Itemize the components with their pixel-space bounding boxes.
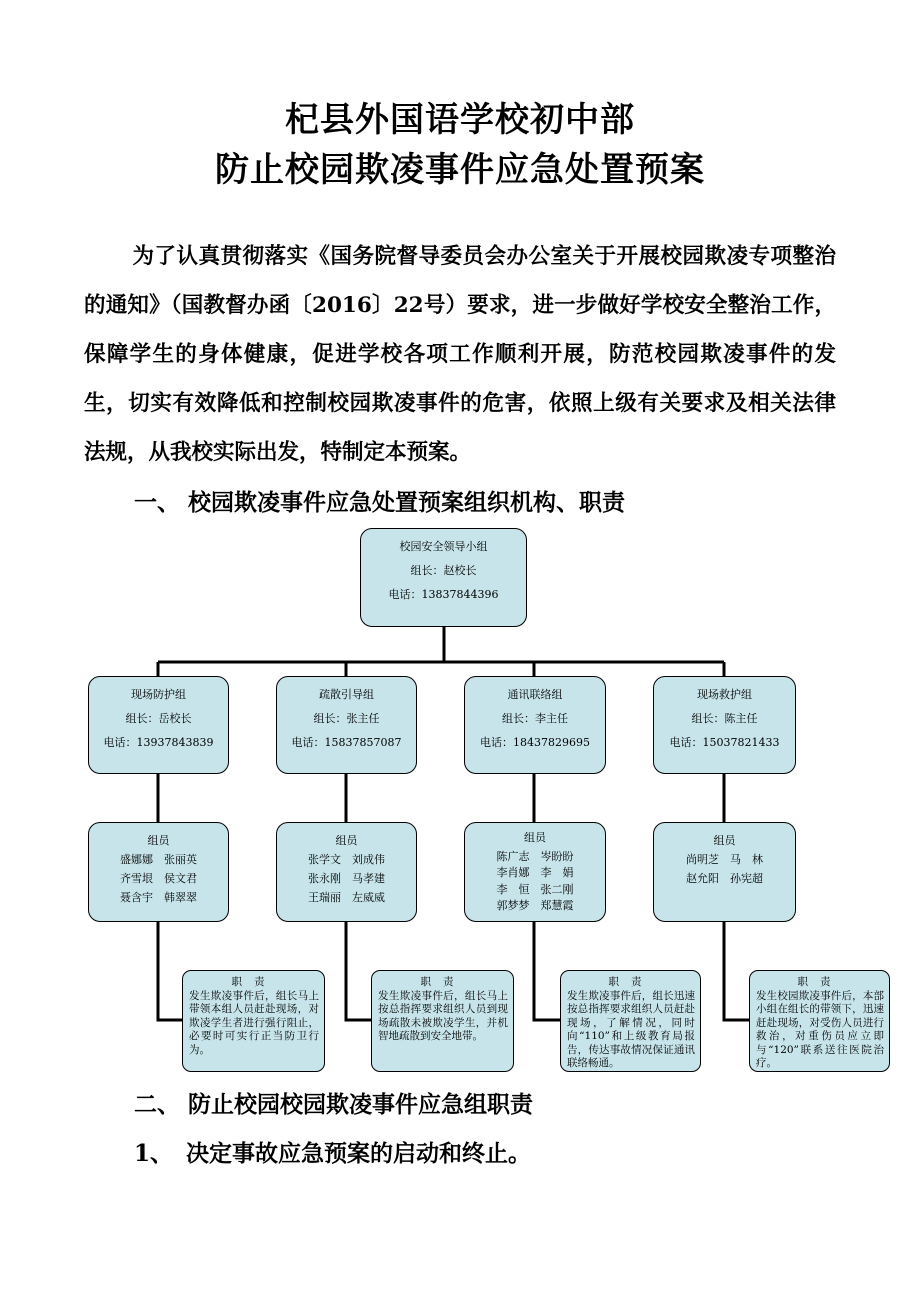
members-box-1 [88, 822, 229, 922]
duty-box-2 [371, 970, 514, 1072]
duty-box-3 [560, 970, 701, 1072]
group-box-2 [276, 676, 417, 774]
member-row: 李肖娜 李 娟 [496, 866, 574, 879]
duty-title: 职责 [608, 976, 654, 988]
section2-heading: 二、 防止校园校园欺凌事件应急组职责 [134, 1091, 534, 1118]
members-title: 组员 [335, 834, 358, 847]
document-title-line2: 防止校园欺凌事件应急处置预案 [215, 150, 705, 190]
duty-title: 职责 [420, 976, 466, 988]
group-phone: 电话：15037821433 [669, 736, 780, 749]
document-title-line1: 杞县外国语学校初中部 [285, 100, 635, 140]
member-row: 王瑞丽 左威威 [308, 891, 385, 904]
group-leader: 组长：陈主任 [691, 712, 758, 725]
leadership-group-leader: 组长：赵校长 [410, 564, 477, 577]
leadership-group-phone: 电话：13837844396 [388, 588, 499, 601]
members-box-4 [653, 822, 796, 922]
leadership-group-box [360, 528, 527, 627]
member-row: 聂含宇 韩翠翠 [120, 891, 197, 904]
member-row: 赵允阳 孙宪超 [686, 872, 763, 885]
group-leader: 组长：岳校长 [125, 712, 192, 725]
duty-text: 发生校园欺凌事件后，本部小组在组长的带领下，迅速赶赴现场，对受伤人员进行救治，对重伤员应立即与“120”联系送往医院治疗。 [756, 989, 884, 1069]
duty-text: 发生欺凌事件后，组长迅速按总指挥要求组织人员赶赴现场，了解情况，同时向“110”和上级教育局报告，传达事故情况保证通讯联络畅通。 [567, 989, 695, 1069]
group-phone: 电话：13937843839 [103, 736, 214, 749]
members-title: 组员 [524, 831, 546, 844]
duty-box-4 [749, 970, 890, 1072]
group-box-1 [88, 676, 229, 774]
connector-g1-duty [158, 922, 182, 1020]
item1-text: 决定事故应急预案的启动和终止。 [186, 1140, 531, 1167]
item1-number: 1、 [134, 1140, 174, 1167]
member-row: 郭梦梦 郑慧霞 [496, 899, 574, 912]
group-name: 现场防护组 [131, 688, 186, 701]
members-title: 组员 [147, 834, 170, 847]
leadership-group-name: 校园安全领导小组 [399, 540, 488, 553]
member-row: 盛娜娜 张丽英 [120, 853, 197, 866]
duty-title: 职责 [797, 976, 843, 988]
duty-text: 发生欺凌事件后，组长马上带领本组人员赶赴现场，对欺凌学生者进行强行阻止，必要时可实行正当防卫行为。 [189, 989, 319, 1056]
group-name: 现场救护组 [697, 688, 752, 701]
member-row: 齐雪垠 侯文君 [120, 872, 197, 885]
group-phone: 电话：18437829695 [480, 736, 590, 749]
group-phone: 电话：15837857087 [291, 736, 402, 749]
duty-text: 发生欺凌事件后，组长马上按总指挥要求组织人员到现场疏散未被欺凌学生，并机智地疏散到安全地带。 [378, 989, 508, 1042]
duty-box-1 [182, 970, 325, 1072]
group-name: 疏散引导组 [319, 688, 374, 701]
member-row: 尚明芝 马 林 [686, 853, 763, 866]
duty-title: 职责 [231, 976, 277, 988]
group-box-4 [653, 676, 796, 774]
members-box-3 [464, 822, 606, 922]
intro-text: 为了认真贯彻落实《国务院督导委员会办公室关于开展校园欺凌专项整治的通知》（国教督办函〔2016〕22号）要求，进一步做好学校安全整治工作，保障学生的身体健康，促进学校各项工作顺利开展，防范校园欺凌事件的发生，切实有效降低和控制校园欺凌事件的危害，依照上级有关要求及相关法律法规，从我校实际出发，特制定本预案。 [84, 244, 836, 465]
group-box-3 [464, 676, 606, 774]
connector-g4-duty [724, 922, 749, 1020]
connector-g2-duty [346, 922, 371, 1020]
members-box-2 [276, 822, 417, 922]
member-row: 李 恒 张二刚 [496, 882, 574, 896]
connector-g3-duty [534, 922, 560, 1020]
member-row: 张永刚 马孝建 [308, 872, 385, 885]
member-row: 张学文 刘成伟 [308, 853, 385, 866]
group-leader: 组长：李主任 [502, 712, 568, 725]
section1-heading: 一、 校园欺凌事件应急处置预案组织机构、职责 [134, 489, 626, 516]
members-title: 组员 [713, 834, 736, 847]
group-leader: 组长：张主任 [313, 712, 380, 725]
group-name: 通讯联络组 [507, 688, 563, 701]
member-row: 陈广志 岑盼盼 [496, 849, 574, 863]
